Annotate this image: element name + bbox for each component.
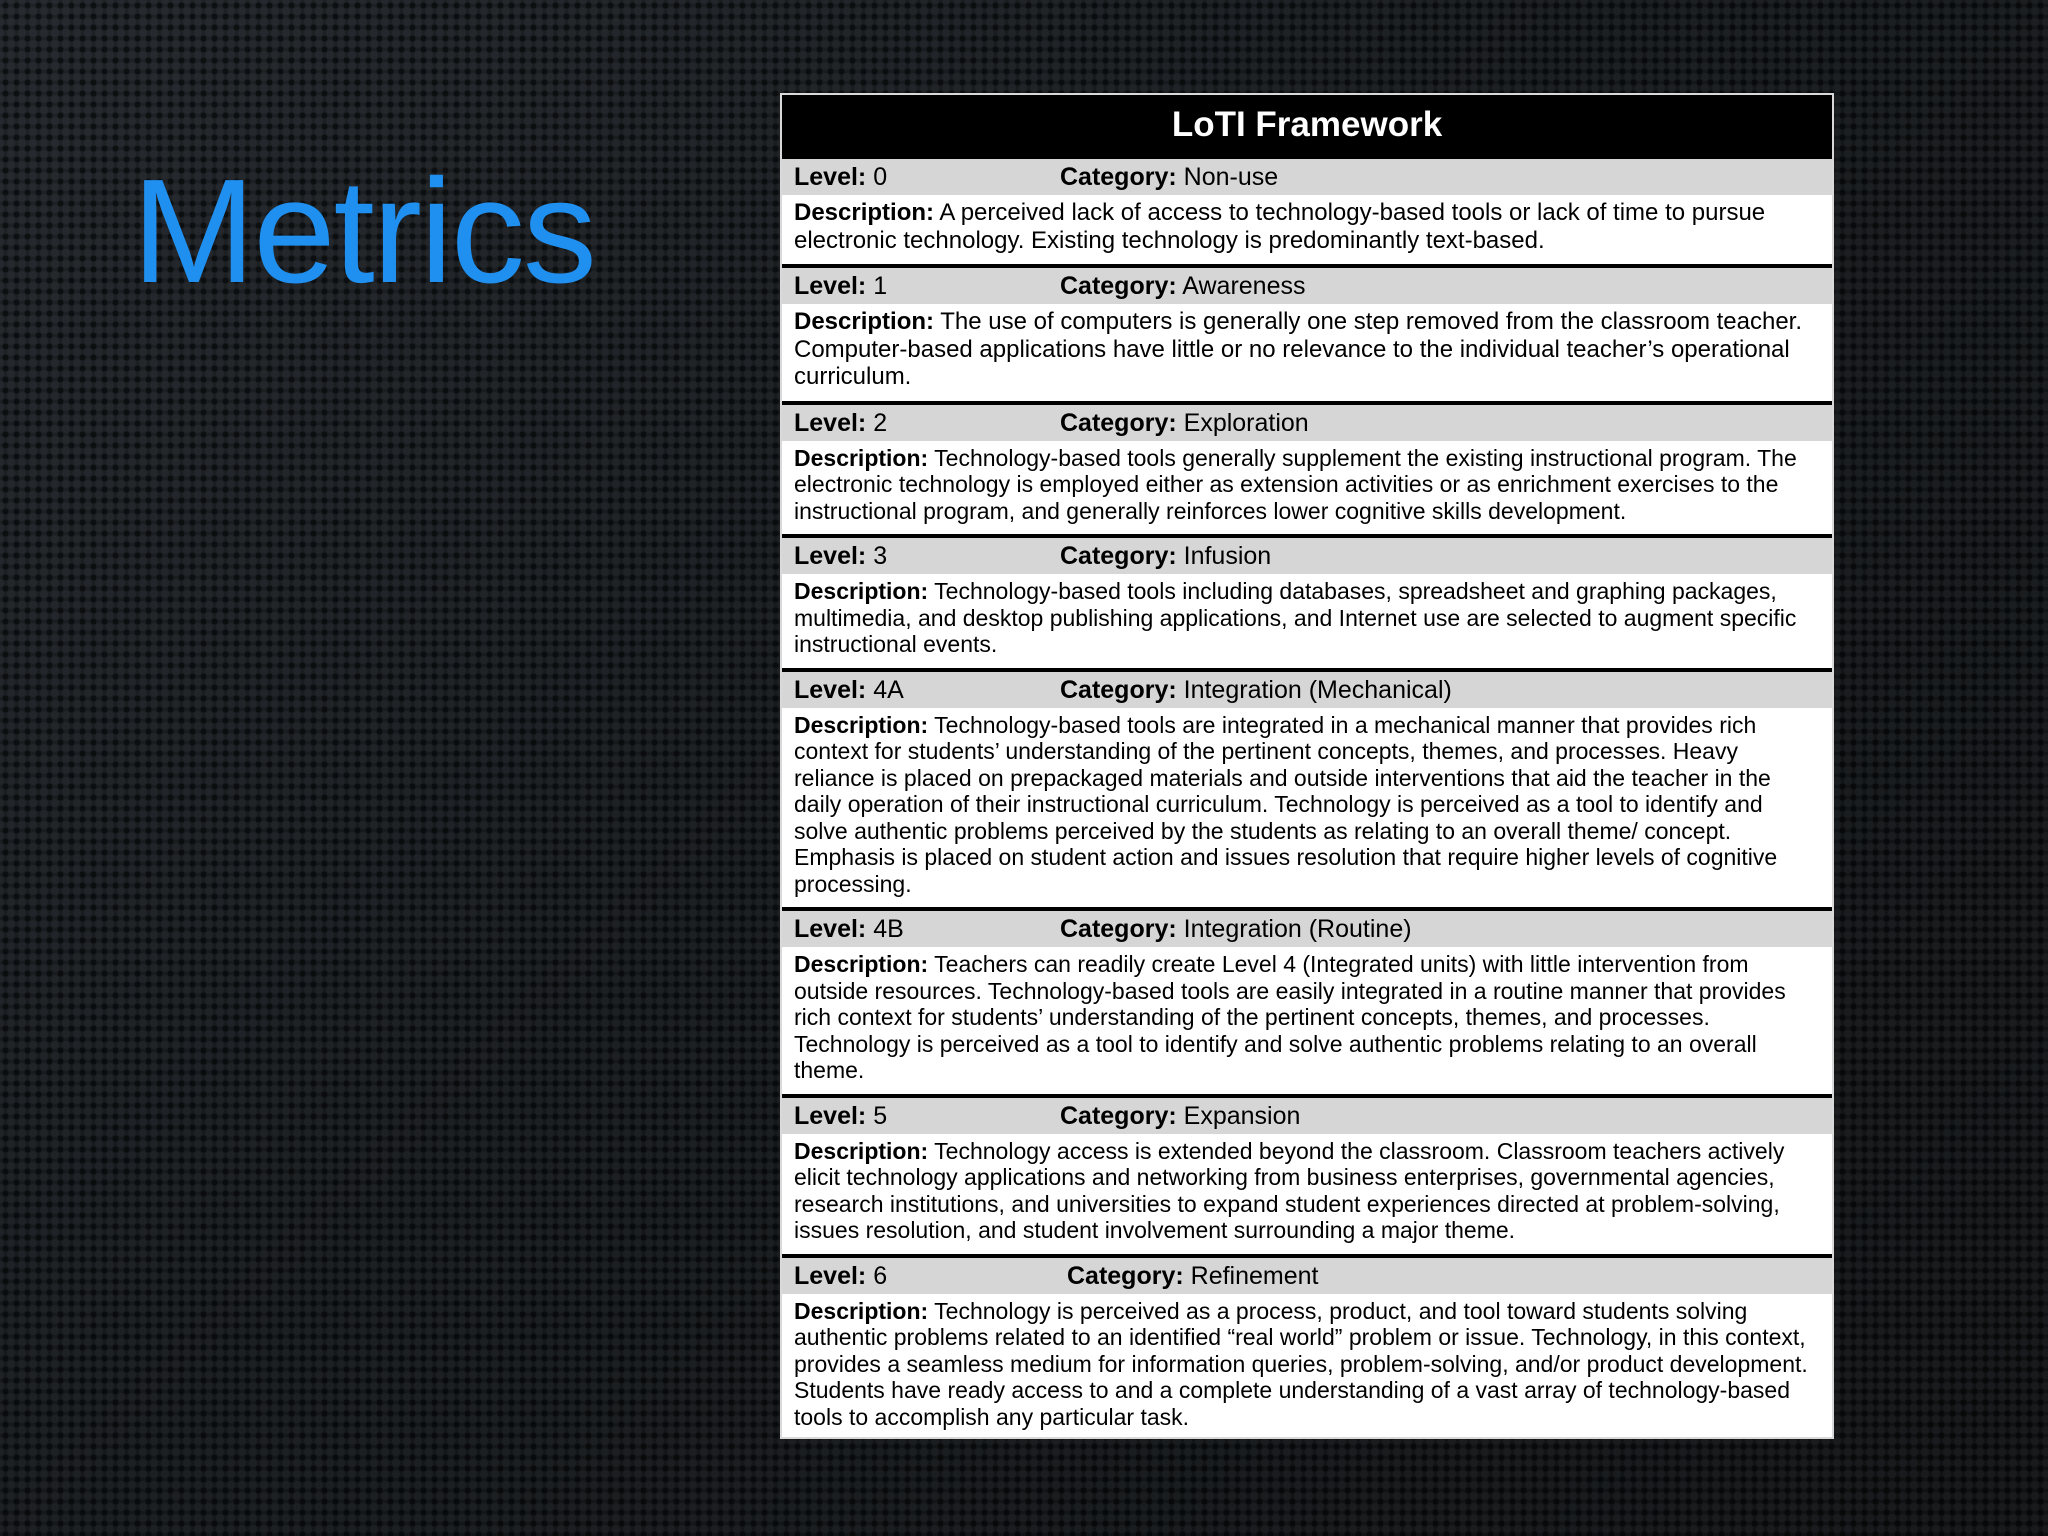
- level-description: [782, 1294, 1832, 1440]
- level-block-2: [782, 401, 1832, 535]
- category-label: Category:: [1060, 163, 1177, 191]
- level-header: [782, 538, 1832, 574]
- description-text: Technology-based tools including databases, spreadsheet and graphing packages, multimedia, and desktop publishing applications, and Internet use are selected to augment specific instructional events.: [794, 578, 1797, 657]
- category-label: Category:: [1060, 1101, 1177, 1130]
- level-value: 4A: [873, 675, 904, 704]
- level-description: [782, 1134, 1832, 1254]
- level-value: 2: [873, 408, 888, 437]
- description-text: The use of computers is generally one step removed from the classroom teacher. Computer-based applications have little or no relevance to the individual teacher’s operational curriculum.: [794, 308, 1802, 390]
- level-value: 1: [873, 272, 888, 300]
- description-text: Technology access is extended beyond the classroom. Classroom teachers actively elicit technology applications and networking from business enterprises, governmental agencies, research institutions, and universities to expand student experiences directed at problem-solving, issues resolution, and student involvement surrounding a major theme.: [794, 1137, 1785, 1243]
- level-label: Level:: [794, 675, 867, 704]
- level-block-5: [782, 1094, 1832, 1254]
- level-label: Level:: [794, 542, 867, 570]
- level-label: Level:: [794, 915, 867, 943]
- category-value: Infusion: [1183, 542, 1272, 570]
- level-block-3: [782, 534, 1832, 668]
- description-text: Teachers can readily create Level 4 (Integrated units) with little intervention from outside resources. Technology-based tools are easily integrated in a routine manner that provides rich context for students’ understanding of the pertinent concepts, themes, and processes. Technology is perceived as a tool to identify and solve authentic problems relating to an overall theme.: [794, 951, 1786, 1083]
- level-block-4b: [782, 907, 1832, 1094]
- level-header: [782, 1098, 1832, 1134]
- level-value: 6: [873, 1261, 888, 1290]
- description-label: Description:: [794, 1137, 929, 1164]
- table-title: LoTI Framework: [782, 95, 1832, 155]
- loti-framework-table: [780, 93, 1834, 1439]
- category: [1060, 159, 1278, 195]
- category-label: Category:: [1060, 272, 1177, 300]
- level-description: [782, 947, 1832, 1094]
- level-label: Level:: [794, 408, 867, 437]
- description-text: Technology-based tools are integrated in a mechanical manner that provides rich context for students’ understanding of the pertinent concepts, themes, and processes. Heavy reliance is placed on prepackaged materials and outside interventions that aid the teacher in the daily operation of their instructional curriculum. Technology is perceived as a tool to identify and solve authentic problems perceived by the students as relating to an overall theme/ concept. Emphasis is placed on student action and issues resolution that require higher levels of cognitive processing.: [794, 711, 1778, 897]
- category: [1060, 538, 1271, 574]
- category-value: Non-use: [1183, 163, 1279, 191]
- level-label: Level:: [794, 1101, 867, 1130]
- description-label: Description:: [794, 199, 935, 226]
- description-label: Description:: [794, 444, 929, 471]
- category-value: Integration (Mechanical): [1183, 675, 1452, 704]
- category: [1060, 911, 1412, 947]
- description-text: A perceived lack of access to technology-based tools or lack of time to pursue electronic technology. Existing technology is predominantly text-based.: [794, 199, 1766, 254]
- level-label: Level:: [794, 272, 867, 300]
- category-value: Expansion: [1183, 1101, 1301, 1130]
- description-label: Description:: [794, 951, 929, 977]
- level-value: 0: [873, 163, 888, 191]
- category-label: Category:: [1067, 1261, 1184, 1290]
- category-label: Category:: [1060, 408, 1177, 437]
- category-label: Category:: [1060, 675, 1177, 704]
- level-header: [782, 405, 1832, 441]
- level-header: [782, 159, 1832, 195]
- level-label: Level:: [794, 163, 867, 191]
- level-header: [782, 672, 1832, 708]
- category-value: Refinement: [1190, 1261, 1319, 1290]
- category-label: Category:: [1060, 542, 1177, 570]
- level-label: Level:: [794, 1261, 867, 1290]
- level-block-4a: [782, 668, 1832, 908]
- level-header: [782, 268, 1832, 304]
- slide-title: Metrics: [132, 149, 595, 314]
- level-description: [782, 195, 1832, 264]
- level-value: 5: [873, 1101, 888, 1130]
- level-header: [782, 911, 1832, 947]
- category-label: Category:: [1060, 915, 1177, 943]
- category-value: Awareness: [1182, 272, 1306, 300]
- category: [1067, 1258, 1319, 1294]
- category: [1060, 268, 1305, 304]
- description-label: Description:: [794, 1297, 929, 1324]
- category-value: Exploration: [1183, 408, 1309, 437]
- category: [1060, 1098, 1300, 1134]
- level-block-0: [782, 155, 1832, 264]
- level-description: [782, 708, 1832, 908]
- level-value: 4B: [873, 915, 904, 943]
- level-description: [782, 304, 1832, 401]
- category-value: Integration (Routine): [1183, 915, 1412, 943]
- description-text: Technology is perceived as a process, product, and tool toward students solving authentic problems related to an identified “real world” problem or issue. Technology, in this context, provides a seamless medium for information queries, problem-solving, and/or product development. Students have ready access to and a complete understanding of a vast array of technology-based tools to accomplish any particular task.: [794, 1297, 1808, 1430]
- category: [1060, 405, 1309, 441]
- description-text: Technology-based tools generally supplement the existing instructional program. The electronic technology is employed either as extension activities or as enrichment exercises to the instructional program, and generally reinforces lower cognitive skills development.: [794, 444, 1797, 524]
- level-value: 3: [873, 542, 888, 570]
- level-block-6: [782, 1254, 1832, 1440]
- level-block-1: [782, 264, 1832, 401]
- description-label: Description:: [794, 308, 935, 335]
- description-label: Description:: [794, 578, 929, 604]
- category: [1060, 672, 1452, 708]
- level-description: [782, 441, 1832, 535]
- level-header: [782, 1258, 1832, 1294]
- description-label: Description:: [794, 711, 929, 738]
- level-description: [782, 574, 1832, 668]
